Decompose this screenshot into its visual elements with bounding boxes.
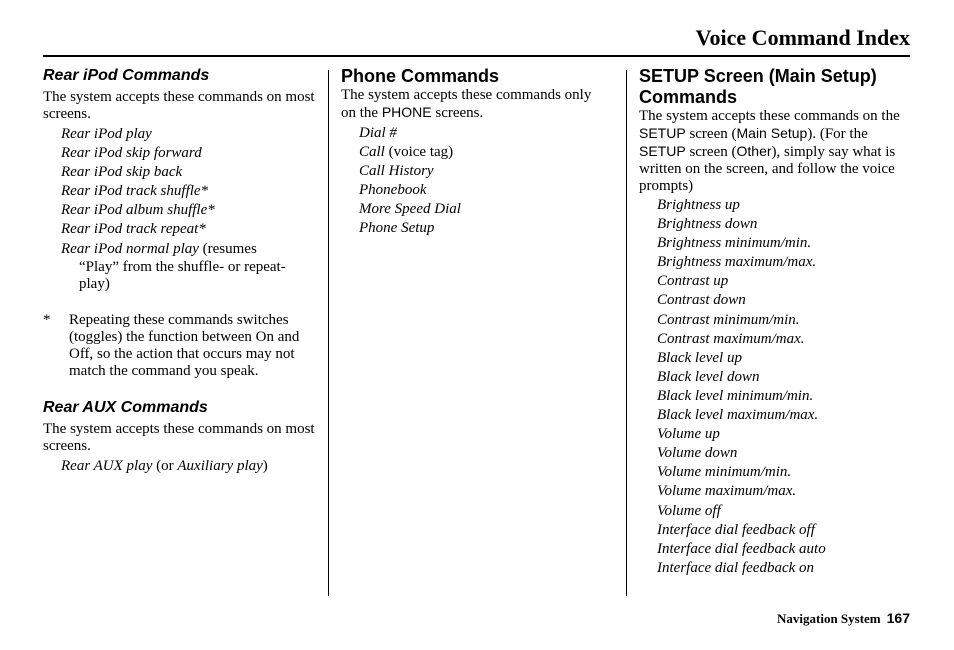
command-item: Rear iPod track repeat* bbox=[61, 221, 206, 238]
command-item: Brightness up bbox=[657, 197, 740, 213]
command-item: Volume maximum/max. bbox=[657, 483, 797, 500]
command-item: Black level down bbox=[657, 368, 760, 385]
intro-text: screen ( bbox=[685, 144, 737, 160]
command-item: Black level minimum/min. bbox=[657, 387, 814, 404]
command-item: Interface dial feedback off bbox=[657, 521, 815, 538]
heading-setup-commands: SETUP Screen (Main Setup) Commands bbox=[639, 66, 877, 107]
column-setup-commands bbox=[639, 66, 911, 578]
ui-term-main-setup: Main Setup bbox=[736, 125, 808, 141]
command-item: Volume minimum/min. bbox=[657, 464, 792, 481]
command-item-call bbox=[359, 143, 603, 162]
phone-command-list bbox=[341, 124, 603, 239]
intro-text: The system accepts these commands only on the bbox=[341, 87, 592, 121]
title-rule bbox=[43, 55, 910, 57]
command-item: Black level maximum/max. bbox=[657, 407, 819, 424]
command-connector: (or bbox=[152, 457, 178, 474]
command-item: More Speed Dial bbox=[359, 201, 461, 218]
command-item: Contrast down bbox=[657, 292, 746, 309]
command-item: Contrast up bbox=[657, 273, 729, 290]
command-item: Rear iPod skip forward bbox=[61, 145, 202, 162]
rear-ipod-command-list bbox=[43, 125, 315, 293]
rear-aux-intro: The system accepts these commands on most screens. bbox=[43, 420, 315, 454]
command-item: Brightness maximum/max. bbox=[657, 254, 817, 271]
command-item: Rear iPod play bbox=[61, 126, 152, 142]
setup-intro bbox=[639, 108, 911, 195]
intro-text: The system accepts these commands on the bbox=[639, 108, 900, 124]
command-text: Rear AUX play bbox=[61, 457, 153, 474]
ui-term-setup: SETUP bbox=[639, 143, 686, 159]
intro-text: screen ( bbox=[685, 126, 737, 142]
rear-aux-command-list bbox=[43, 457, 315, 476]
command-text-alt: Auxiliary play bbox=[177, 457, 263, 474]
command-item: Contrast minimum/min. bbox=[657, 311, 800, 328]
command-item: Call History bbox=[359, 163, 434, 180]
command-item: Black level up bbox=[657, 349, 742, 366]
command-item: Dial # bbox=[359, 125, 397, 141]
footer-label: Navigation System bbox=[777, 611, 881, 626]
command-item: Contrast maximum/max. bbox=[657, 330, 805, 347]
command-note-continued: “Play” from the shuffle- or repeat-play) bbox=[79, 258, 286, 292]
column-phone-commands bbox=[341, 66, 603, 239]
footnote-mark: * bbox=[43, 311, 51, 328]
command-item: Rear iPod album shuffle* bbox=[61, 202, 215, 219]
command-item: Rear iPod skip back bbox=[61, 164, 183, 181]
heading-rear-aux: Rear AUX Commands bbox=[43, 398, 208, 416]
command-item: Volume down bbox=[657, 445, 738, 462]
command-text: Call bbox=[359, 144, 385, 161]
command-item: Volume up bbox=[657, 426, 720, 443]
column-rear-commands bbox=[43, 66, 315, 476]
phone-intro bbox=[341, 87, 603, 122]
command-item: Brightness down bbox=[657, 216, 758, 233]
command-item: Brightness minimum/min. bbox=[657, 235, 812, 252]
command-item: Phonebook bbox=[359, 182, 427, 199]
footnote bbox=[43, 312, 315, 380]
ui-term-setup: SETUP bbox=[639, 125, 686, 141]
intro-text: ), simply say what is written on the screen, and follow the voice prompts) bbox=[639, 144, 896, 194]
page-number: 167 bbox=[886, 610, 910, 626]
page-title: Voice Command Index bbox=[695, 25, 910, 50]
intro-text: ). (For the bbox=[807, 126, 868, 142]
command-item: Interface dial feedback on bbox=[657, 559, 815, 576]
heading-rear-ipod: Rear iPod Commands bbox=[43, 67, 210, 84]
setup-command-list bbox=[639, 196, 911, 578]
column-divider-2 bbox=[626, 70, 627, 596]
ui-term-other: Other bbox=[736, 143, 772, 159]
command-note: (voice tag) bbox=[384, 144, 454, 161]
intro-text: screens. bbox=[431, 105, 484, 121]
page-footer bbox=[777, 609, 910, 628]
heading-phone-commands: Phone Commands bbox=[341, 66, 500, 86]
command-item: Volume off bbox=[657, 502, 721, 519]
ui-term-phone: PHONE bbox=[381, 104, 432, 120]
column-divider-1 bbox=[328, 70, 329, 596]
command-close: ) bbox=[262, 457, 268, 474]
command-text: Rear iPod normal play bbox=[61, 240, 199, 257]
command-item: Interface dial feedback auto bbox=[657, 540, 826, 557]
rear-ipod-intro: The system accepts these commands on most screens. bbox=[43, 89, 315, 122]
command-item: Phone Setup bbox=[359, 220, 435, 237]
command-item: Rear iPod track shuffle* bbox=[61, 183, 209, 200]
footnote-text: Repeating these commands switches (toggles) the function between On and Off, so the action that occurs may not match the command you speak. bbox=[69, 311, 300, 379]
command-item-aux bbox=[61, 457, 315, 476]
command-note: (resumes bbox=[198, 240, 257, 257]
command-item-normal-play bbox=[61, 240, 315, 293]
